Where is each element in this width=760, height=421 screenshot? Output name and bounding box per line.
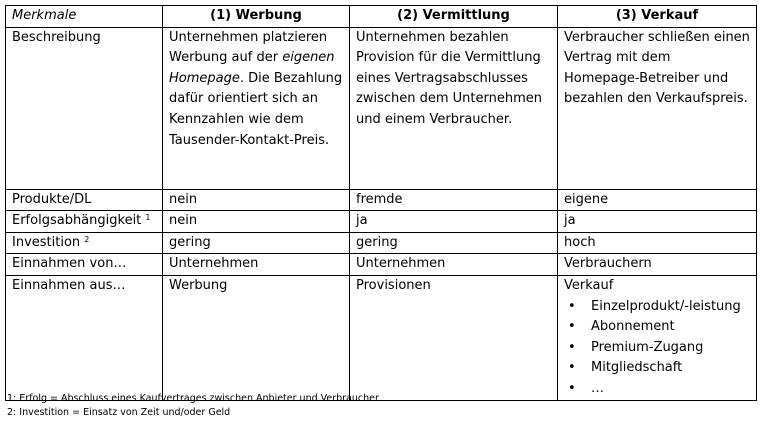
- cell-einnahmen-von-vermittlung: Unternehmen: [350, 254, 558, 276]
- footnote-2: 2: Investition = Einsatz von Zeit und/oder Geld: [7, 407, 231, 418]
- cell-produkte-werbung: nein: [163, 189, 350, 211]
- cell-erfolg-vermittlung: ja: [350, 211, 558, 233]
- label-text: Erfolgsabhängigkeit: [12, 213, 146, 229]
- cell-beschreibung-vermittlung: Unternehmen bezahlen Provision für die Vermittlung eines Vertragsabschlusses zwischen dem Unternehmen und einem Verbraucher.: [350, 27, 558, 189]
- label-einnahmen-von: Einnahmen von…: [6, 254, 163, 276]
- row-einnahmen-aus: [6, 275, 757, 400]
- cell-einnahmen-aus-verkauf: [558, 275, 757, 400]
- header-vermittlung: (2) Vermittlung: [350, 6, 558, 28]
- list-item: [564, 338, 750, 359]
- bullet-icon: •: [568, 360, 576, 376]
- list-item: [564, 358, 750, 379]
- list-item: [564, 379, 750, 400]
- list-item-text: Abonnement: [591, 319, 675, 335]
- text-part: Unternehmen platzieren Werbung auf der: [169, 29, 328, 66]
- row-erfolg: [6, 211, 757, 233]
- list-item: [564, 297, 750, 318]
- cell-produkte-verkauf: eigene: [558, 189, 757, 211]
- bullet-icon: •: [568, 298, 576, 314]
- text-part: . Die Bezahlung dafür orientiert sich an Kennzahlen wie dem Tausender-Kontakt-Preis.: [169, 70, 343, 148]
- cell-investition-vermittlung: gering: [350, 232, 558, 254]
- row-einnahmen-von: [6, 254, 757, 276]
- list-item-text: Einzelprodukt/-leistung: [591, 298, 741, 314]
- footnote-1: 1: Erfolg = Abschluss eines Kaufvertrages zwischen Anbieter und Verbraucher: [7, 393, 379, 404]
- label-text: Investition: [12, 234, 85, 250]
- cell-einnahmen-aus-werbung: Werbung: [163, 275, 350, 400]
- text-italic: eigenen Homepage: [169, 50, 335, 86]
- header-verkauf: (3) Verkauf: [558, 6, 757, 28]
- cell-einnahmen-von-verkauf: Verbrauchern: [558, 254, 757, 276]
- list-item-text: Mitgliedschaft: [591, 360, 683, 376]
- cell-investition-verkauf: hoch: [558, 232, 757, 254]
- cell-erfolg-werbung: nein: [163, 211, 350, 233]
- business-models-table: [5, 5, 757, 401]
- bullet-icon: •: [568, 339, 576, 355]
- label-einnahmen-aus: Einnahmen aus…: [6, 275, 163, 400]
- row-investition: [6, 232, 757, 254]
- list-item: [564, 317, 750, 338]
- list-item-text: Premium-Zugang: [591, 339, 704, 355]
- cell-erfolg-verkauf: ja: [558, 211, 757, 233]
- cell-produkte-vermittlung: fremde: [350, 189, 558, 211]
- label-produkte: Produkte/DL: [6, 189, 163, 211]
- cell-einnahmen-aus-vermittlung: Provisionen: [350, 275, 558, 400]
- bullet-icon: •: [568, 319, 576, 335]
- label-erfolg: [6, 211, 163, 233]
- header-werbung: (1) Werbung: [163, 6, 350, 28]
- footnote-marker: 1: [145, 213, 151, 223]
- header-row: [6, 6, 757, 28]
- label-investition: [6, 232, 163, 254]
- revenue-list: [564, 297, 750, 400]
- header-merkmale: Merkmale: [6, 6, 163, 28]
- cell-beschreibung-werbung: [163, 27, 350, 189]
- list-item-text: …: [591, 380, 604, 396]
- row-produkte: [6, 189, 757, 211]
- row-beschreibung: [6, 27, 757, 189]
- cell-beschreibung-verkauf: Verbraucher schließen einen Vertrag mit dem Homepage-Betreiber und bezahlen den Verkaufspreis.: [558, 27, 757, 189]
- label-beschreibung: Beschreibung: [6, 27, 163, 189]
- bullet-icon: •: [568, 380, 576, 396]
- verkauf-title: Verkauf: [564, 277, 614, 293]
- footnote-marker: 2: [84, 234, 90, 244]
- cell-investition-werbung: gering: [163, 232, 350, 254]
- cell-einnahmen-von-werbung: Unternehmen: [163, 254, 350, 276]
